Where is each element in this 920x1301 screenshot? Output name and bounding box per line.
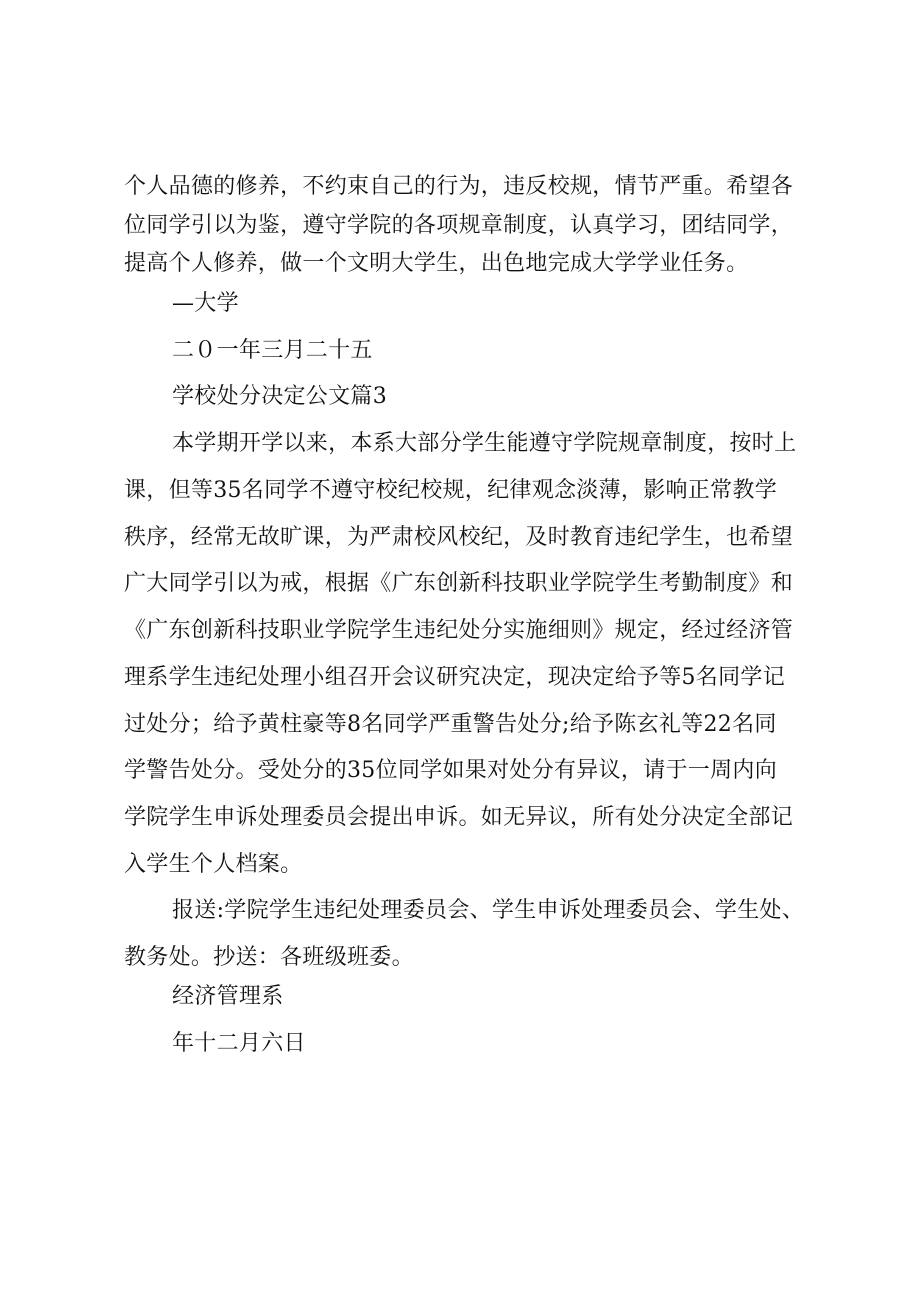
body-line-10: 入学生个人档案。: [124, 852, 303, 877]
body-line-2: 课，但等35名同学不遵守校纪校规，纪律观念淡薄，影响正常教学: [124, 478, 777, 503]
paragraph-line-3: 提高个人修养，做一个文明大学生，出色地完成大学学业任务。: [124, 251, 749, 276]
body-line-5: 《广东创新科技职业学院学生违纪处分实施细则》规定，经过经济管: [124, 618, 794, 643]
body-line-8: 学警告处分。受处分的35位同学如果对处分有异议，请于一周内向: [124, 758, 777, 783]
body-line-3: 秩序，经常无故旷课，为严肃校风校纪，及时教育违纪学生，也希望: [124, 525, 794, 550]
body-line-4: 广大同学引以为戒，根据《广东创新科技职业学院学生考勤制度》和: [124, 571, 794, 596]
copy-to-line: 教务处。抄送：各班级班委。: [124, 945, 414, 970]
section-title: 学校处分决定公文篇3: [172, 384, 387, 409]
body-line-9: 学院学生申诉处理委员会提出申诉。如无异议，所有处分决定全部记: [124, 805, 794, 830]
department-signature: 经济管理系: [172, 984, 284, 1009]
department-date: 年十二月六日: [172, 1031, 306, 1056]
paragraph-line-1: 个人品德的修养，不约束自己的行为，违反校规，情节严重。希望各: [124, 174, 794, 199]
signature-date: 二０一年三月二十五: [172, 338, 373, 363]
body-line-1: 本学期开学以来，本系大部分学生能遵守学院规章制度，按时上: [172, 431, 797, 456]
report-to-line: 报送:学院学生违纪处理委员会、学生申诉处理委员会、学生处、: [172, 898, 805, 923]
paragraph-line-2: 位同学引以为鉴，遵守学院的各项规章制度，认真学习，团结同学，: [124, 213, 794, 238]
body-line-6: 理系学生违纪处理小组召开会议研究决定，现决定给予等5名同学记: [124, 665, 785, 690]
body-line-7: 过处分；给予黄柱豪等8名同学严重警告处分;给予陈玄礼等22名同: [124, 712, 777, 737]
signature-university: —大学: [172, 291, 239, 316]
